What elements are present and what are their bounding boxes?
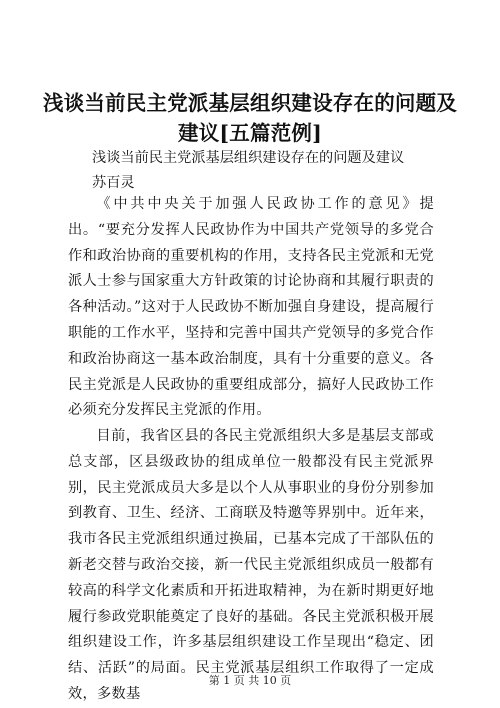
- page-footer: 第 1 页 共 10 页: [208, 674, 292, 687]
- body-paragraph: 《中共中央关于加强人民政协工作的意见》提出。“要充分发挥人民政协作为中国共产党领导的多党合作和政治协商的重要机构的作用，支持各民主党派和无党派人士参与国家重大方针政策的讨论协商和其履行职责的各种活动。”这对于人民政协不断加强自身建设，提高履行职能的工作水平，坚持和完善中国共产党领导的多党合作和政治协商这一基本政治制度，具有十分重要的意义。各民主党派是人民政协的重要组成部分，搞好人民政协工作必须充分发挥民主党派的作用。: [68, 196, 434, 419]
- document-subtitle: 浅谈当前民主党派基层组织建设存在的问题及建议: [92, 150, 405, 166]
- document-title: 浅谈当前民主党派基层组织建设存在的问题及建议[五篇范例]: [43, 91, 457, 145]
- document-author: 苏百灵: [92, 175, 135, 191]
- body-paragraph: 目前，我省区县的各民主党派组织大多是基层支部或总支部，区县级政协的组成单位一般都没有民主党派界别，民主党派成员大多是以个人从事职业的身份分别参加到教育、卫生、经济、工商联及特邀等界别中。近年来，我市各民主党派组织通过换届，已基本完成了干部队伍的新老交替与政治交接，新一代民主党派组织成员一般都有较高的科学文化素质和开拓进取精神，为在新时期更好地履行参政党职能奠定了良好的基础。各民主党派积极开展组织建设工作，许多基层组织建设工作呈现出“稳定、团结、活跃”的局面。民主党派基层组织工作取得了一定成效，多数基: [68, 428, 434, 702]
